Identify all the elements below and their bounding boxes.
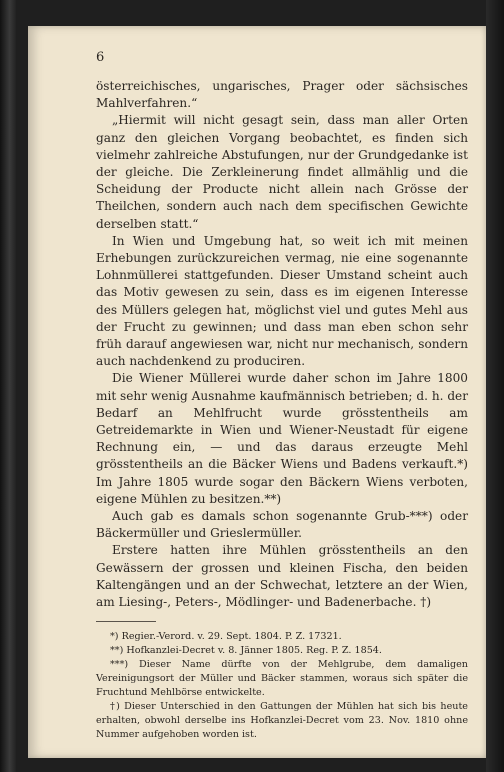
- footnote: ***) Dieser Name dürfte von der Mehlgrube, dem damaligen Vereinigungsort der Müller und Bäcker stammen, woraus sich später die Fruchtund Mehlbörse entwickelte.: [96, 659, 468, 699]
- book-page: [28, 26, 486, 758]
- footnote: †) Dieser Unterschied in den Gattungen der Mühlen hat sich bis heute erhalten, obwohl derselbe ins Hofkanzlei-Decret vom 23. Nov. 1810 ohne Nummer aufgehoben worden ist.: [96, 701, 468, 741]
- page-number: 6: [96, 50, 105, 65]
- footnotes: [96, 630, 468, 742]
- paragraph: österreichisches, ungarisches, Prager oder sächsisches Mahlverfahren.“: [96, 79, 468, 111]
- paragraph: Die Wiener Müllerei wurde daher schon im Jahre 1800 mit sehr wenig Ausnahme kaufmännisch betrieben; d. h. der Bedarf an Mehlfrucht wurde grösstentheils am Getreidemarkte in Wien und Wiener-Neustadt für eigene Rechnung ein, — und das daraus erzeugte Mehl grösstentheils an die Bäcker Wiens und Badens verkauft.*) Im Jahre 1805 wurde sogar den Bäckern Wiens verboten, eigene Mühlen zu besitzen.**): [96, 371, 468, 506]
- footnote-divider: [96, 621, 156, 622]
- book-cover-edge: [486, 0, 504, 772]
- paragraph: Auch gab es damals schon sogenannte Grub-***) oder Bäckermüller und Grieslermüller.: [96, 509, 468, 541]
- paragraph: Erstere hatten ihre Mühlen grösstentheils an den Gewässern der grossen und kleinen Fischa, den beiden Kaltengängen und an der Schwechat, letztere an der Wien, am Liesing-, Peters-, Mödlinger- und Badenerbache. †): [96, 543, 468, 610]
- footnote: **) Hofkanzlei-Decret v. 8. Jänner 1805. Reg. P. Z. 1854.: [110, 645, 382, 657]
- paragraph: „Hiermit will nicht gesagt sein, dass man aller Orten ganz den gleichen Vorgang beobachtet, es finden sich vielmehr zahlreiche Abstufungen, nur der Grundgedanke ist der gleiche. Die Zerkleinerung findet allmählig und die Scheidung der Producte nicht allein nach Grösse der Theilchen, sondern auch nach dem specifischen Gewichte derselben statt.“: [96, 113, 468, 231]
- book-spine: [0, 0, 16, 772]
- footnote: *) Regier.-Verord. v. 29. Sept. 1804. P. Z. 17321.: [110, 631, 342, 643]
- body-text: [96, 78, 468, 742]
- paragraph: In Wien und Umgebung hat, so weit ich mit meinen Erhebungen zurückzureichen vermag, nie eine sogenannte Lohnmüllerei stattgefunden. Dieser Umstand scheint auch das Motiv gewesen zu sein, dass es im eigenen Interesse des Müllers gelegen hat, möglichst viel und gutes Mehl aus der Frucht zu gewinnen; und dass man eben schon sehr früh darauf angewiesen war, nicht nur mechanisch, sondern auch nachdenkend zu produciren.: [96, 233, 468, 369]
